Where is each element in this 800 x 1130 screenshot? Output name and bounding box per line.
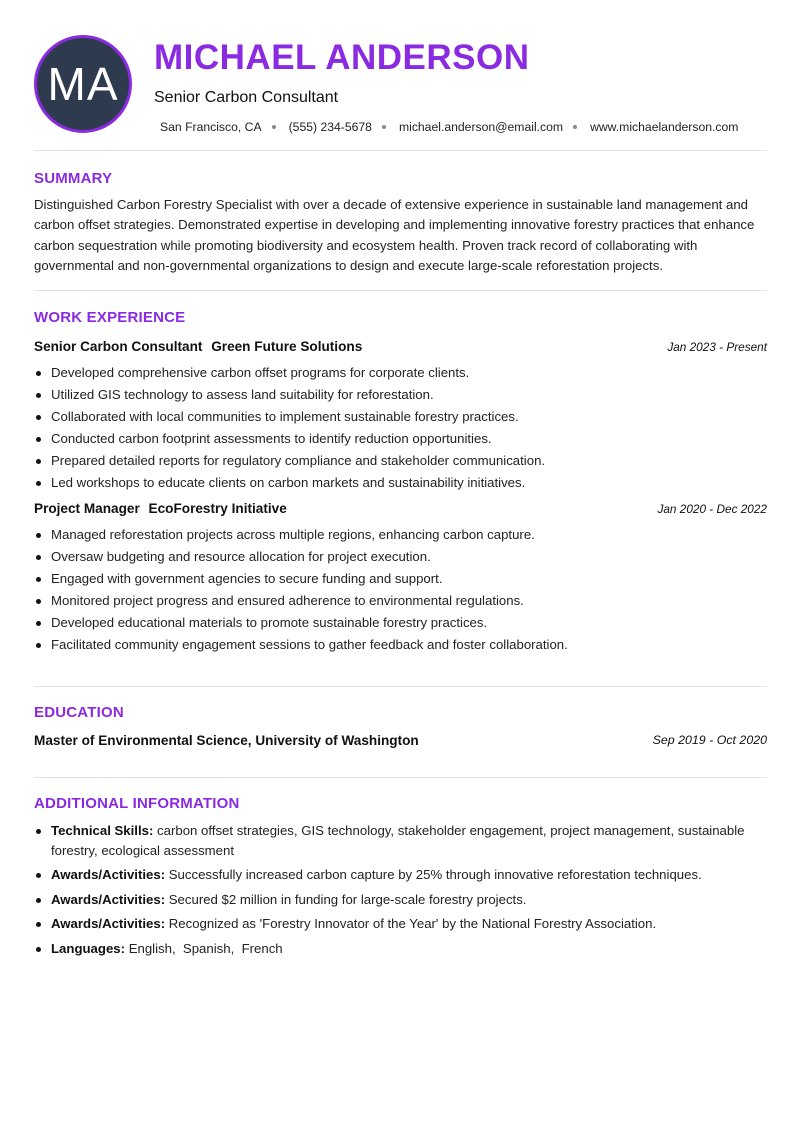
separator-dot: [272, 125, 276, 129]
contact-phone: (555) 234-5678: [288, 120, 372, 134]
list-item: [34, 821, 767, 860]
job-role: Senior Carbon Consultant: [34, 339, 203, 354]
job-header: [34, 500, 767, 522]
list-item: Conducted carbon footprint assessments to identify reduction opportunities.: [34, 429, 767, 451]
contact-website[interactable]: www.michaelanderson.com: [590, 120, 739, 134]
info-label: Awards/Activities:: [51, 891, 166, 907]
list-item: [34, 939, 767, 959]
info-text: Recognized as 'Forestry Innovator of the Year' by the National Forestry Association.: [168, 916, 657, 932]
education-entry: [34, 732, 767, 754]
separator-dot: [573, 125, 577, 129]
info-text: English, Spanish, French: [128, 940, 283, 956]
list-item: Monitored project progress and ensured adherence to environmental regulations.: [34, 591, 767, 613]
section-divider: [34, 686, 767, 687]
job-entry: [34, 500, 767, 657]
list-item: Facilitated community engagement sessions to gather feedback and foster collaboration.: [34, 635, 767, 657]
info-text: Successfully increased carbon capture by 25% through innovative reforestation techniques.: [168, 867, 702, 883]
list-item: Oversaw budgeting and resource allocation for project execution.: [34, 547, 767, 569]
contact-location: San Francisco, CA: [160, 120, 262, 134]
job-bullets: [34, 525, 767, 657]
summary-text: Distinguished Carbon Forestry Specialist with over a decade of extensive experience in sustainable land management and carbon offset strategies. Demonstrated expertise in developing and implementing innovative forestry practices that enhance carbon sequestration while promoting biodiversity and ecosystem health. Proven track record of collaborating with governmental and non-governmental organizations to design and execute large-scale reforestation projects.: [34, 197, 755, 274]
info-label: Awards/Activities:: [51, 916, 166, 932]
list-item: [34, 890, 767, 910]
info-label: Awards/Activities:: [51, 867, 166, 883]
list-item: Developed comprehensive carbon offset programs for corporate clients.: [34, 363, 767, 385]
avatar-initials: MA: [47, 58, 119, 110]
list-item: Collaborated with local communities to implement sustainable forestry practices.: [34, 407, 767, 429]
contact-info: [160, 120, 738, 134]
job-title: [34, 501, 287, 516]
work-experience-section: [34, 309, 767, 657]
additional-info-section: [34, 795, 767, 964]
section-heading-summary: SUMMARY: [34, 170, 113, 187]
summary-section: [34, 170, 767, 277]
section-heading-additional: ADDITIONAL INFORMATION: [34, 795, 240, 812]
section-heading-experience: WORK EXPERIENCE: [34, 309, 186, 326]
job-dates: Jan 2023 - Present: [667, 340, 767, 354]
info-label: Technical Skills:: [51, 823, 154, 838]
job-bullets: [34, 363, 767, 495]
education-dates: Sep 2019 - Oct 2020: [652, 733, 767, 747]
education-degree: Master of Environmental Science, University of Washington: [34, 733, 419, 748]
section-divider: [34, 290, 767, 291]
list-item: Developed educational materials to promote sustainable forestry practices.: [34, 613, 767, 635]
job-company: Green Future Solutions: [211, 339, 363, 354]
job-role: Project Manager: [34, 501, 140, 516]
list-item: [34, 914, 767, 934]
list-item: Utilized GIS technology to assess land suitability for reforestation.: [34, 385, 767, 407]
candidate-title: Senior Carbon Consultant: [154, 89, 339, 106]
job-company: EcoForestry Initiative: [148, 501, 287, 516]
list-item: [34, 865, 767, 885]
resume-page: [34, 0, 767, 956]
education-section: [34, 704, 767, 754]
info-label: Languages:: [51, 940, 126, 956]
job-entry: [34, 338, 767, 495]
job-header: [34, 338, 767, 360]
additional-info-list: [34, 821, 767, 959]
info-text: carbon offset strategies, GIS technology, stakeholder engagement, project management, sustainable forestry, ecological assessment: [51, 823, 745, 858]
list-item: Prepared detailed reports for regulatory compliance and stakeholder communication.: [34, 451, 767, 473]
avatar: [34, 35, 132, 133]
candidate-name: MICHAEL ANDERSON: [154, 38, 530, 77]
contact-email[interactable]: michael.anderson@email.com: [398, 120, 564, 134]
list-item: Engaged with government agencies to secure funding and support.: [34, 569, 767, 591]
resume-header: [34, 0, 767, 151]
section-heading-education: EDUCATION: [34, 704, 124, 721]
job-title: [34, 339, 362, 354]
list-item: Led workshops to educate clients on carbon markets and sustainability initiatives.: [34, 473, 767, 495]
job-dates: Jan 2020 - Dec 2022: [657, 502, 767, 516]
section-divider: [34, 777, 767, 778]
list-item: Managed reforestation projects across multiple regions, enhancing carbon capture.: [34, 525, 767, 547]
info-text: Secured $2 million in funding for large-scale forestry projects.: [168, 891, 527, 907]
separator-dot: [382, 125, 386, 129]
